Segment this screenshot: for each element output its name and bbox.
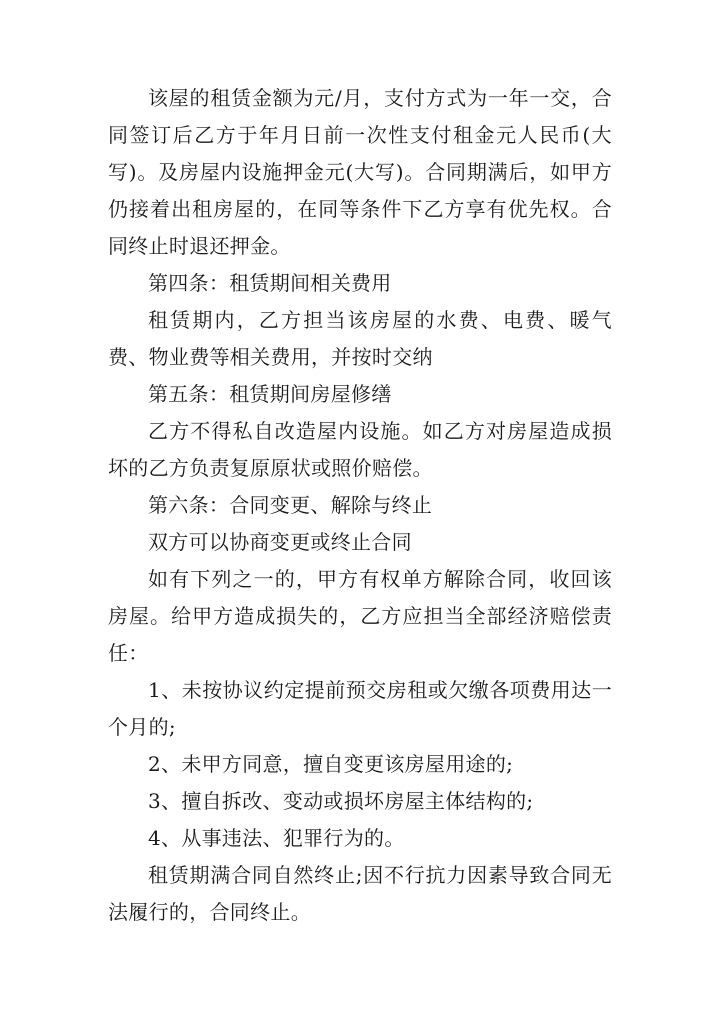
list-item-2: 2、未甲方同意，擅自变更该房屋用途的;	[148, 752, 514, 776]
list-item-4: 4、从事违法、犯罪行为的。	[148, 826, 405, 850]
paragraph-negotiate-change: 双方可以协商变更或终止合同	[148, 530, 412, 554]
heading-article-5: 第五条：租赁期间房屋修缮	[148, 382, 392, 406]
paragraph-termination-conditions: 如有下列之一的，甲方有权单方解除合同，收回该房屋。给甲方造成损失的，乙方应担当全部经济赔偿责任：	[108, 567, 612, 665]
paragraph-repairs: 乙方不得私自改造屋内设施。如乙方对房屋造成损坏的乙方负责复原原状或照价赔偿。	[108, 419, 612, 480]
heading-article-4: 第四条：租赁期间相关费用	[148, 271, 392, 295]
paragraph-related-fees: 租赁期内，乙方担当该房屋的水费、电费、暖气费、物业费等相关费用，并按时交纳	[108, 308, 612, 369]
heading-article-6: 第六条：合同变更、解除与终止	[148, 493, 433, 517]
list-item-1: 1、未按协议约定提前预交房租或欠缴各项费用达一个月的;	[108, 678, 612, 739]
paragraph-rent-payment: 该屋的租赁金额为元/月，支付方式为一年一交，合同签订后乙方于年月日前一次性支付租金元人民币(大写)。及房屋内设施押金元(大写)。合同期满后，如甲方仍接着出租房屋的，在同等条件下乙方享有优先权。合同终止时退还押金。	[108, 86, 612, 258]
list-item-3: 3、擅自拆改、变动或损坏房屋主体结构的;	[148, 789, 534, 813]
paragraph-contract-end: 租赁期满合同自然终止;因不行抗力因素导致合同无法履行的，合同终止。	[108, 863, 612, 924]
